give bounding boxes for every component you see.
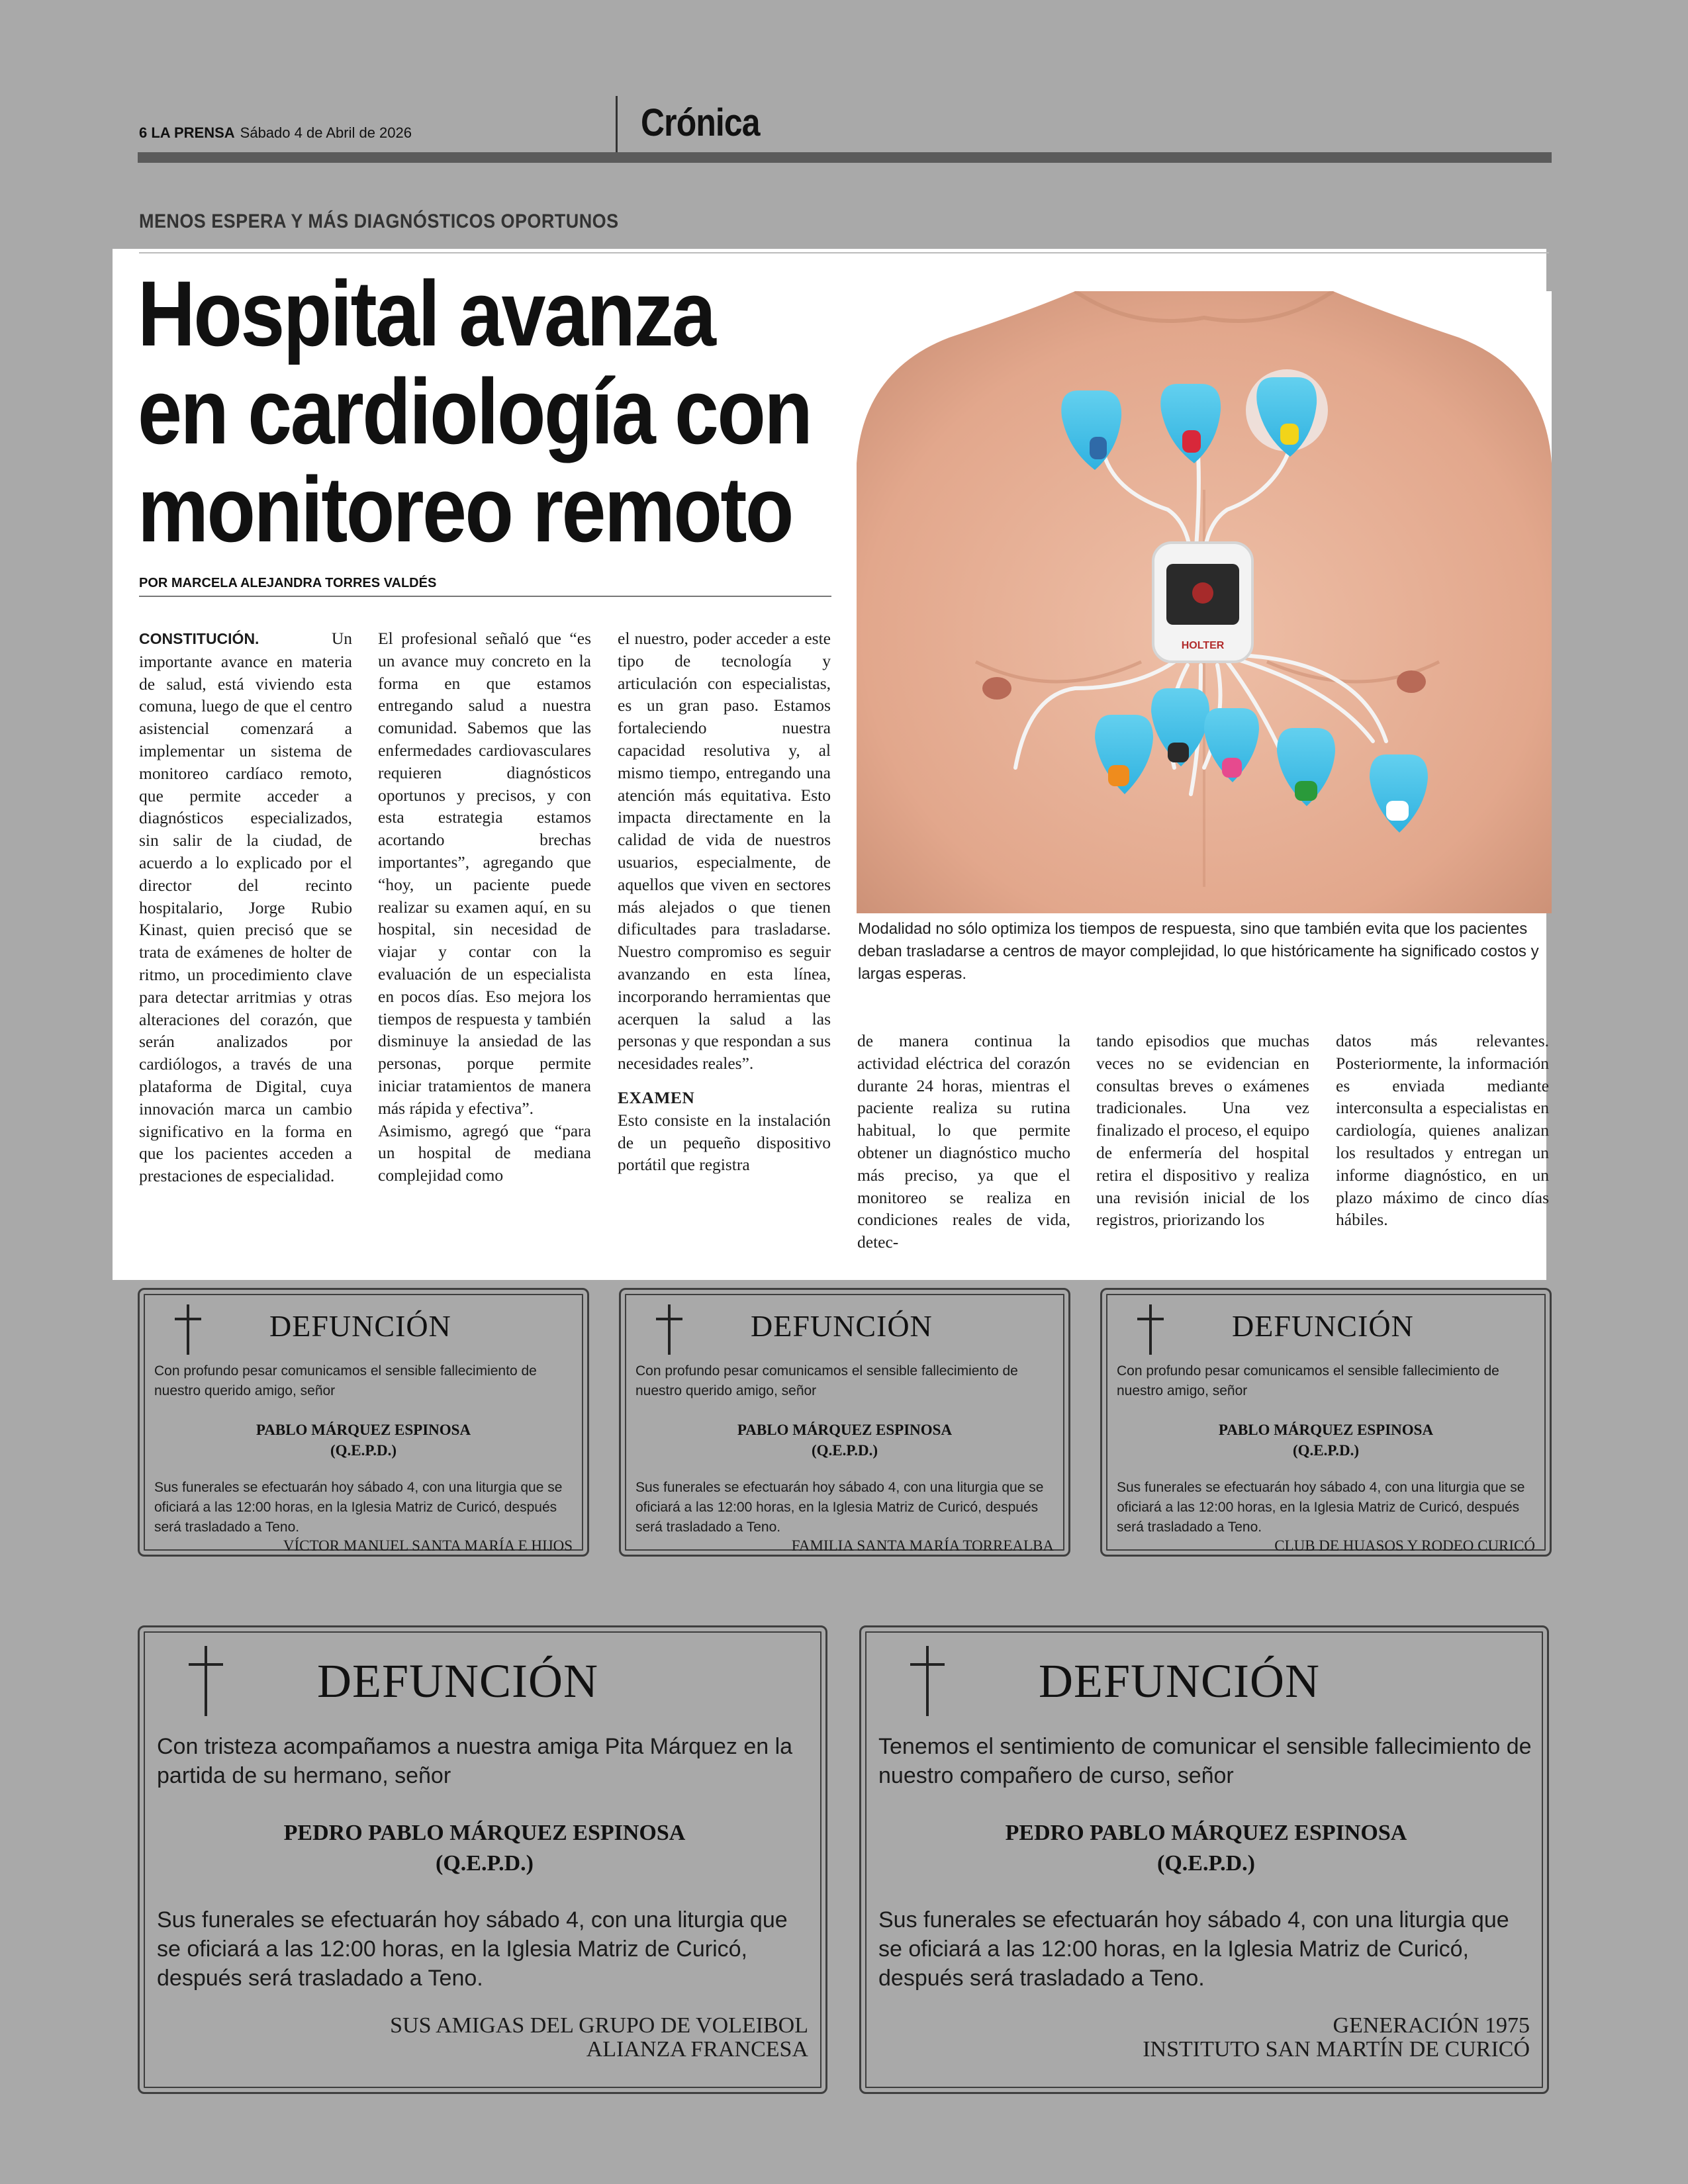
- cross-icon: [186, 1645, 226, 1717]
- headline-line-2: en cardiología con: [138, 359, 812, 463]
- page-folio: [139, 124, 412, 142]
- holter-chest-illustration: [857, 291, 1552, 913]
- page-label: 6 LA PRENSA: [139, 124, 235, 141]
- obituary-signature: [1143, 2014, 1530, 2062]
- obituary-title: DEFUNCIÓN: [269, 1309, 451, 1343]
- column-2-text-b: Asimismo, agregó que “para un hospital de mediana complejidad como: [378, 1120, 591, 1185]
- dateline: CONSTITUCIÓN.: [139, 630, 259, 647]
- cross-icon: [171, 1303, 205, 1356]
- headline-line-1: Hospital avanza: [138, 261, 715, 365]
- deceased-name: [154, 1420, 573, 1461]
- obituary-title: DEFUNCIÓN: [751, 1309, 933, 1343]
- subhead-examen: EXAMEN: [618, 1087, 695, 1107]
- funeral-details: Sus funerales se efectuarán hoy sábado 4, con una liturgia que se oficiará a las 12:00 horas, en la Iglesia Matriz de Curicó, después será trasladado a Teno.: [157, 1907, 788, 1991]
- qepd-label: (Q.E.P.D.): [811, 1442, 878, 1459]
- article-column-5: [1096, 1030, 1309, 1231]
- obituary-title: DEFUNCIÓN: [1232, 1309, 1414, 1343]
- column-2-text-a: El profesional señaló que “es un avance muy concreto en la forma en que estamos entregando salud a nuestra comunidad. Sabemos que las enfermedades cardiovasculares requieren diagnósticos oportunos y precisos, y con esta estrategia estamos acortando brechas importantes”, agregando que “hoy, un paciente puede realizar su examen aquí, en su hospital, sin necesidad de viajar y contar con la evaluación de un especialista en pocos días. Eso mejora los tiempos de respuesta y también disminuye la ansiedad de las personas, porque permite iniciar tratamientos de manera más rápida y efectiva”.: [378, 629, 591, 1118]
- signature-line-1: GENERACIÓN 1975: [1333, 2013, 1530, 2038]
- signature-line-2: ALIANZA FRANCESA: [586, 2037, 808, 2062]
- issue-date: Sábado 4 de Abril de 2026: [240, 124, 412, 141]
- obituary-signature: VÍCTOR MANUEL SANTA MARÍA E HIJOS: [283, 1537, 573, 1554]
- article-byline: POR MARCELA ALEJANDRA TORRES VALDÉS: [139, 576, 437, 590]
- obituary-notice: [138, 1288, 589, 1557]
- funeral-details: Sus funerales se efectuarán hoy sábado 4, con una liturgia que se oficiará a las 12:00 horas, en la Iglesia Matriz de Curicó, después será trasladado a Teno.: [878, 1907, 1509, 1991]
- obituary-notice: [619, 1288, 1070, 1557]
- cross-icon: [653, 1303, 686, 1356]
- funeral-details: Sus funerales se efectuarán hoy sábado 4, con una liturgia que se oficiará a las 12:00 horas, en la Iglesia Matriz de Curicó, después será trasladado a Teno.: [154, 1480, 563, 1535]
- obituary-title: DEFUNCIÓN: [317, 1655, 599, 1707]
- photo-caption: Modalidad no sólo optimiza los tiempos de respuesta, sino que también evita que los pacientes deban trasladarse a centros de mayor complejidad, lo que históricamente ha significado costos y largas esperas.: [858, 920, 1539, 983]
- signature-line-2: INSTITUTO SAN MARTÍN DE CURICÓ: [1143, 2037, 1530, 2062]
- deceased-name: [878, 1818, 1534, 1879]
- deceased-name: [157, 1818, 812, 1879]
- column-6-text: datos más relevantes. Posteriormente, la información es enviada mediante interconsulta a especialistas en cardiología, quienes analizan los resultados y entregan un informe diagnóstico, en un plazo máximo de cinco días hábiles.: [1336, 1031, 1549, 1230]
- column-3-text-b: Esto consiste en la instalación de un pequeño dispositivo portátil que registra: [618, 1110, 831, 1175]
- byline-rule: [139, 596, 831, 597]
- column-3-text-a: el nuestro, poder acceder a este tipo de tecnología y articulación con especialistas, es un gran paso. Estamos fortaleciendo nuestra capacidad resolutiva y, al mismo tiempo, entregando una atención más equitativa. Esto impacta directamente en la calidad de vida de nuestros usuarios, especialmente, de aquellos que viven en sectores más alejados o que tienen dificultades para trasladarse. Nuestro compromiso es seguir avanzando en esta línea, incorporando herramientas que acerquen la salud a las personas y que respondan a sus necesidades reales”.: [618, 629, 831, 1073]
- column-4-text: de manera continua la actividad eléctrica del corazón durante 24 horas, mientras el paciente realiza su rutina habitual, lo que permite obtener un diagnóstico mucho más preciso, ya que el monitoreo se realiza en condiciones reales de vida, detec-: [857, 1031, 1070, 1252]
- obituary-intro: Con profundo pesar comunicamos el sensible fallecimiento de nuestro querido amigo, señor: [635, 1363, 1018, 1398]
- obituary-notice-large: [859, 1625, 1549, 2094]
- article-column-6: [1336, 1030, 1549, 1231]
- article-headline: [138, 261, 812, 561]
- obituary-title: DEFUNCIÓN: [1039, 1655, 1321, 1707]
- headline-line-3: monitoreo remoto: [138, 457, 792, 561]
- funeral-details: Sus funerales se efectuarán hoy sábado 4, con una liturgia que se oficiará a las 12:00 horas, en la Iglesia Matriz de Curicó, después será trasladado a Teno.: [635, 1480, 1044, 1535]
- obituary-intro: Con profundo pesar comunicamos el sensible fallecimiento de nuestro querido amigo, señor: [154, 1363, 537, 1398]
- deceased-full-name: PEDRO PABLO MÁRQUEZ ESPINOSA: [283, 1821, 686, 1845]
- cross-icon: [1134, 1303, 1167, 1356]
- article-top-rule: [139, 252, 1549, 253]
- column-1-text: Un importante avance en materia de salud, está viviendo esta comuna, luego de que el centro asistencial comenzará a implementar un sistema de monitoreo cardíaco remoto, que permite acceder a diagnósticos especializados, sin salir de la ciudad, de acuerdo a lo explicado por el director del recinto hospitalario, Jorge Rubio Kinast, quien precisó que se trata de exámenes de holter de ritmo, un procedimiento clave para detectar arritmias y otras alteraciones del corazón, que serán analizados por cardiólogos, a través de una plataforma de Digital, cuya innovación marca un cambio significativo en la forma en que los pacientes acceden a prestaciones de especialidad.: [139, 629, 352, 1186]
- deceased-full-name: PABLO MÁRQUEZ ESPINOSA: [737, 1422, 953, 1438]
- obituary-intro: Tenemos el sentimiento de comunicar el sensible fallecimiento de nuestro compañero de curso, señor: [878, 1734, 1532, 1788]
- obituary-intro: Con tristeza acompañamos a nuestra amiga Pita Márquez en la partida de su hermano, señor: [157, 1734, 793, 1788]
- article-photo: [857, 291, 1552, 913]
- obituary-signature: FAMILIA SANTA MARÍA TORREALBA: [791, 1537, 1054, 1554]
- obituary-signature: [390, 2014, 808, 2062]
- deceased-name: [1117, 1420, 1535, 1461]
- qepd-label: (Q.E.P.D.): [1292, 1442, 1360, 1459]
- deceased-full-name: PABLO MÁRQUEZ ESPINOSA: [256, 1422, 471, 1438]
- obituary-notice: [1100, 1288, 1552, 1557]
- qepd-label: (Q.E.P.D.): [436, 1851, 534, 1876]
- funeral-details: Sus funerales se efectuarán hoy sábado 4, con una liturgia que se oficiará a las 12:00 horas, en la Iglesia Matriz de Curicó, después será trasladado a Teno.: [1117, 1480, 1525, 1535]
- deceased-name: [635, 1420, 1054, 1461]
- qepd-label: (Q.E.P.D.): [330, 1442, 397, 1459]
- deceased-full-name: PEDRO PABLO MÁRQUEZ ESPINOSA: [1005, 1821, 1407, 1845]
- obituary-intro: Con profundo pesar comunicamos el sensible fallecimiento de nuestro amigo, señor: [1117, 1363, 1499, 1398]
- obituary-notice-large: [138, 1625, 827, 2094]
- obituary-signature: CLUB DE HUASOS Y RODEO CURICÓ: [1274, 1537, 1535, 1554]
- header-bar: [138, 152, 1552, 163]
- qepd-label: (Q.E.P.D.): [1157, 1851, 1255, 1876]
- cross-icon: [908, 1645, 947, 1717]
- header-separator: [616, 96, 618, 152]
- column-5-text: tando episodios que muchas veces no se evidencian en consultas breves o exámenes tradicionales. Una vez finalizado el proceso, el equipo de enfermería del hospital retira el dispositivo y realiza una revisión inicial de los registros, priorizando los: [1096, 1031, 1309, 1230]
- article-column-1: [139, 627, 352, 1187]
- device-label: HOLTER: [1181, 640, 1225, 651]
- article-column-3: [618, 627, 831, 1176]
- article-column-4: [857, 1030, 1070, 1253]
- signature-line-1: SUS AMIGAS DEL GRUPO DE VOLEIBOL: [390, 2013, 808, 2038]
- article-kicker: MENOS ESPERA Y MÁS DIAGNÓSTICOS OPORTUNOS: [139, 210, 619, 232]
- section-title: Crónica: [641, 101, 760, 144]
- article-column-2: [378, 627, 591, 1187]
- deceased-full-name: PABLO MÁRQUEZ ESPINOSA: [1218, 1422, 1434, 1438]
